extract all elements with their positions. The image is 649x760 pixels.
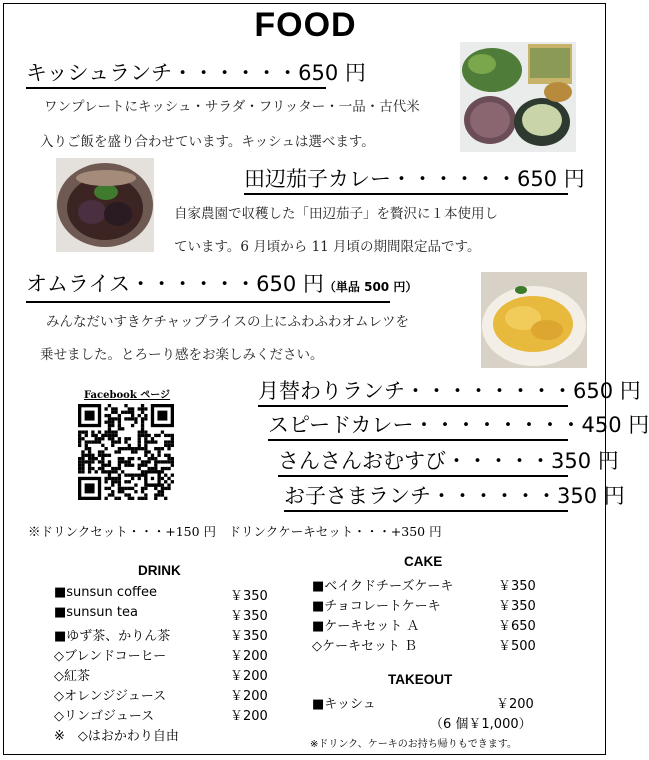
quiche-lunch-item: キッシュランチ・・・・・・650 円 [26, 60, 326, 89]
quiche-desc-line1: ワンプレートにキッシュ・サラダ・フリッター・一品・古代米 [44, 99, 420, 115]
quiche-lunch-photo [460, 42, 576, 152]
omurice-photo [481, 272, 587, 368]
curry-desc-line1: 自家農園で収穫した「田辺茄子」を贅沢に１本使用し [174, 206, 498, 222]
page-title: FOOD [254, 6, 357, 44]
quiche-desc-line2: 入りご飯を盛り合わせています。キッシュは選べます。 [40, 134, 375, 150]
speed-curry-item: スピードカレー・・・・・・・・450 円 [268, 412, 568, 441]
omurice-item [26, 271, 418, 303]
facebook-qr-code[interactable] [78, 404, 174, 500]
sansan-omusubi-item: さんさんおむすび・・・・・350 円 [278, 448, 568, 477]
takeout-note: ※ドリンク、ケーキのお持ち帰りもできます。 [310, 739, 517, 750]
eggplant-curry-item: 田辺茄子カレー・・・・・・650 円 [244, 166, 568, 195]
takeout-heading: TAKEOUT [388, 672, 453, 687]
qr-code-icon [78, 404, 174, 500]
omurice-desc-line2: 乗せました。とろーり感をお楽しみください。 [40, 347, 324, 363]
omurice-name: オムライス・・・・・・650 円 [26, 272, 324, 296]
kids-lunch-item: お子さまランチ・・・・・・350 円 [284, 483, 568, 512]
cake-heading: CAKE [404, 554, 443, 569]
curry-desc-line2: ています。6 月頃から 11 月頃の期間限定品です。 [174, 239, 481, 255]
eggplant-curry-photo [56, 158, 154, 252]
omurice-single-price: （単品 500 円） [323, 280, 418, 294]
drink-heading: DRINK [138, 563, 181, 578]
facebook-page-label: Facebook ページ [84, 390, 171, 401]
omurice-desc-line1: みんなだいすきケチャップライスの上にふわふわオムレツを [46, 314, 410, 330]
drink-set-note: ※ドリンクセット・・・+150 円 ドリンクケーキセット・・・+350 円 [28, 524, 442, 539]
monthly-lunch-item: 月替わりランチ・・・・・・・・650 円 [258, 378, 568, 407]
